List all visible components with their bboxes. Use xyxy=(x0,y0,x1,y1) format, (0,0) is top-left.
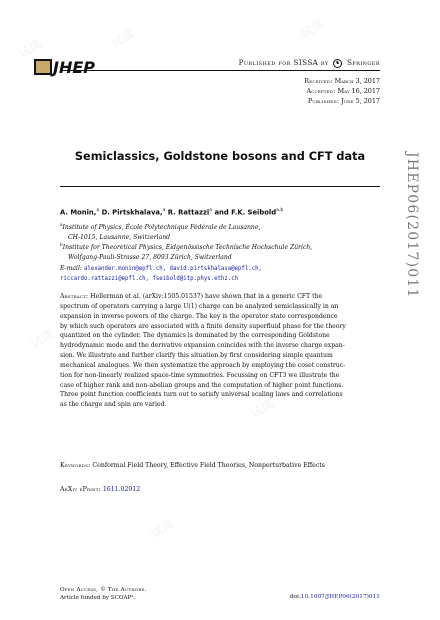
watermark: 试读 xyxy=(148,516,177,541)
title-divider xyxy=(60,186,380,187)
watermark: 试读 xyxy=(108,26,137,51)
open-access-note: Open Access, © The Authors. Article funded by SCOAP³. xyxy=(60,587,147,601)
authors: A. Monin,$^a$ D. Pirtskhalava,$^a$ R. Rattazzi$^a$ and F.K. Seibold$^{a,b}$ xyxy=(60,208,284,217)
affiliation-b: $^b$Institute for Theoretical Physics, Eidgenössische Technische Hochschule Zürich, Wolfgang-Pauli-Strasse 27, 8093 Zürich, Switzerland xyxy=(60,242,313,261)
arxiv-eprint: ArXiv ePrint: 1611.02912 xyxy=(60,486,141,493)
affiliation-a: $^a$Institute of Physics, École Polytechnique Fédérale de Lausanne, CH-1015, Lausanne, Switzerland xyxy=(60,222,261,241)
divider xyxy=(60,70,380,71)
email-block: E-mail: alexander.monin@epfl.ch, david.pirtskhalava@epfl.ch, riccardo.rattazzi@epfl.ch, fseibold@itp.phys.ethz.ch xyxy=(60,265,262,282)
abstract-label: Abstract: xyxy=(60,293,89,300)
doi: doi:10.1007/JHEP06(2017)011 xyxy=(289,594,380,600)
side-stamp: JHEP06(2017)011 xyxy=(404,152,420,299)
springer-icon: ♞ xyxy=(333,59,342,68)
abstract: Abstract: Hellerman et al. (arXiv:1505.01537) have shown that in a generic CFT the spectrum of operators carrying a large U(1) charge can be analyzed semiclassically in an expansion in inverse powers of the charge. The key is the operator state correspondence by which such operators are associated with a finite density superfluid phase for the theory quantized on the cylinder. The dynamics is dominated by the corresponding Goldstone hydrodynamic mode and the derivative expansion coincides with the inverse charge expan- sion. We illustrate and further clarify this situation by first considering simple quantum mechanical analogues. We then systematize the approach by employing the coset construc- tion for non-linearly realized space-time symmetries. Focussing on CFT3 we illustrate the case of higher rank and non-abelian groups and the computation of higher point functions. Three point function coefficients turn out to satisfy universal scaling laws and correlations as the charge and spin are varied. xyxy=(60,293,346,409)
watermark: 试读 xyxy=(16,36,45,61)
doi-link[interactable]: 10.1007/JHEP06(2017)011 xyxy=(300,594,380,600)
watermark: 试读 xyxy=(28,326,57,351)
email-links[interactable]: alexander.monin@epfl.ch, david.pirtskhalava@epfl.ch, xyxy=(83,266,262,272)
jhep-logo xyxy=(22,56,134,78)
arxiv-link[interactable]: 1611.02912 xyxy=(102,486,141,493)
email-links[interactable]: riccardo.rattazzi@epfl.ch, fseibold@itp.phys.ethz.ch xyxy=(60,276,239,282)
dates-block: Received: March 3, 2017 Accepted: May 16, 2017 Published: June 5, 2017 xyxy=(304,77,380,106)
logo-text: JHEP xyxy=(53,58,95,77)
paper-title: Semiclassics, Goldstone bosons and CFT data xyxy=(74,150,366,163)
published-for: Published for SISSA by ♞ Springer xyxy=(238,58,380,67)
watermark: 试读 xyxy=(298,16,327,41)
watermark: 试读 xyxy=(248,396,277,421)
keywords: Keywords: Conformal Field Theory, Effective Field Theories, Nonperturbative Effects xyxy=(60,462,325,469)
